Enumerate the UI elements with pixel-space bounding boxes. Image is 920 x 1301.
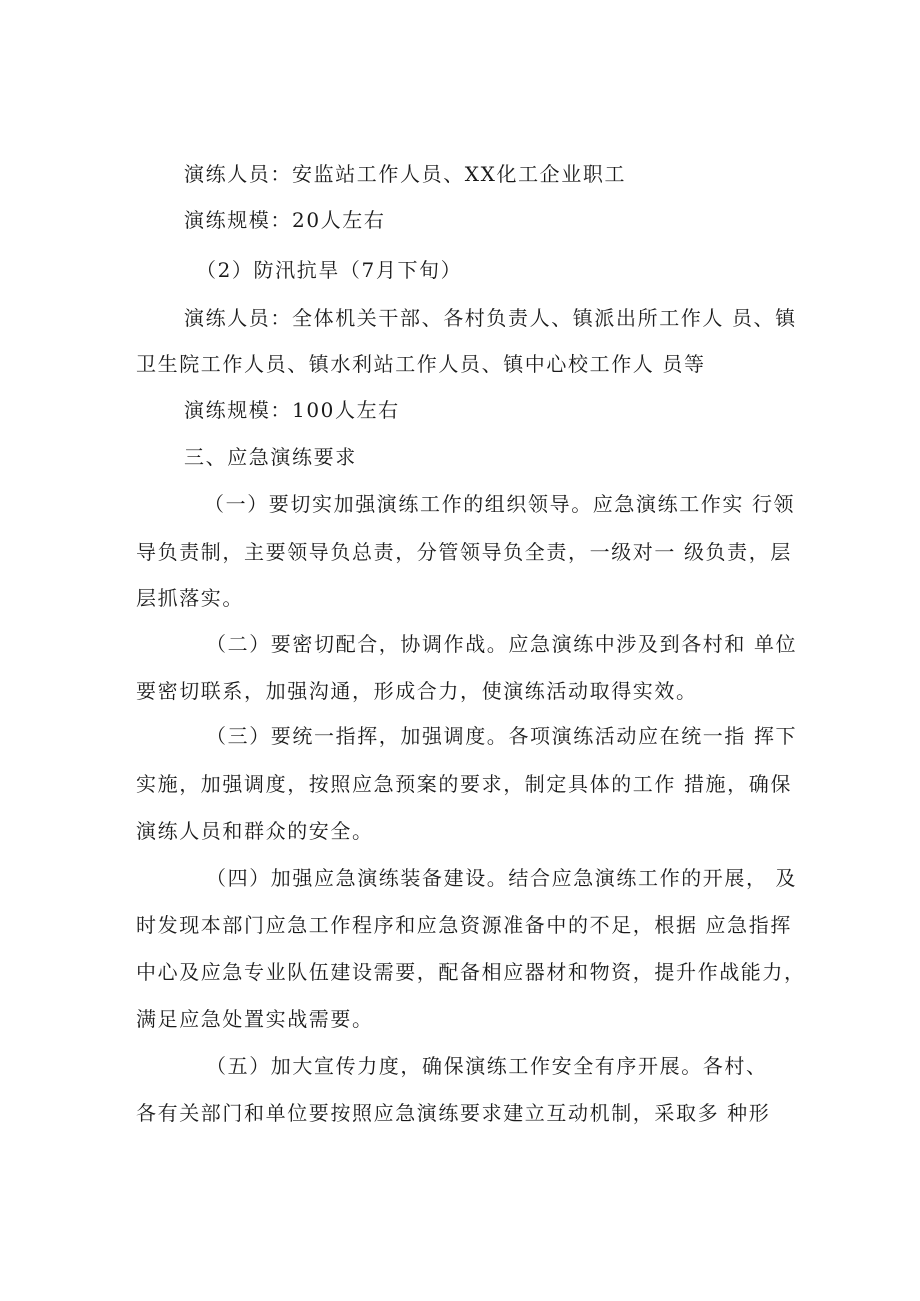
paragraph-line: 各有关部门和单位要按照应急演练要求建立互动机制，采取多 种形 (136, 1101, 771, 1125)
text-line: 演练规模：100人左右 (184, 398, 400, 422)
subsection-heading: （2）防汛抗旱（7月下旬） (196, 258, 463, 282)
paragraph-line: （二）要密切配合，协调作战。应急演练中涉及到各村和 单位 (206, 632, 798, 656)
paragraph-line: 导负责制，主要领导负总责，分管领导负全责，一级对一 级负责，层 (136, 540, 792, 564)
paragraph-line: 时发现本部门应急工作程序和应急资源准备中的不足，根据 应急指挥 (136, 913, 792, 937)
paragraph-line: （四）加强应急演练装备建设。结合应急演练工作的开展， 及 (206, 866, 798, 890)
paragraph-line: 演练人员和群众的安全。 (136, 819, 374, 843)
paragraph-line: 中心及应急专业队伍建设需要，配备相应器材和物资，提升作战能力， (136, 960, 806, 984)
paragraph-line: （一）要切实加强演练工作的组织领导。应急演练工作实 行领 (204, 492, 796, 516)
paragraph-line: 满足应急处置实战需要。 (136, 1007, 374, 1031)
paragraph-line: （五）加大宣传力度，确保演练工作安全有序开展。各村、 (206, 1054, 768, 1078)
paragraph-line: 实施，加强调度，按照应急预案的要求，制定具体的工作 措施，确保 (136, 772, 792, 796)
text-line: 卫生院工作人员、镇水利站工作人员、镇中心校工作人 员等 (136, 352, 706, 376)
text-line: 演练人员：安监站工作人员、XX化工企业职工 (184, 162, 627, 186)
text-line: 演练人员：全体机关干部、各村负责人、镇派出所工作人 员、镇 (184, 306, 797, 330)
paragraph-line: 要密切联系，加强沟通，形成合力，使演练活动取得实效。 (136, 679, 698, 703)
paragraph-line: 层抓落实。 (136, 586, 244, 610)
paragraph-line: （三）要统一指挥，加强调度。各项演练活动应在统一指 挥下 (206, 724, 798, 748)
section-heading: 三、应急演练要求 (184, 445, 357, 469)
text-line: 演练规模：20人左右 (184, 208, 386, 232)
